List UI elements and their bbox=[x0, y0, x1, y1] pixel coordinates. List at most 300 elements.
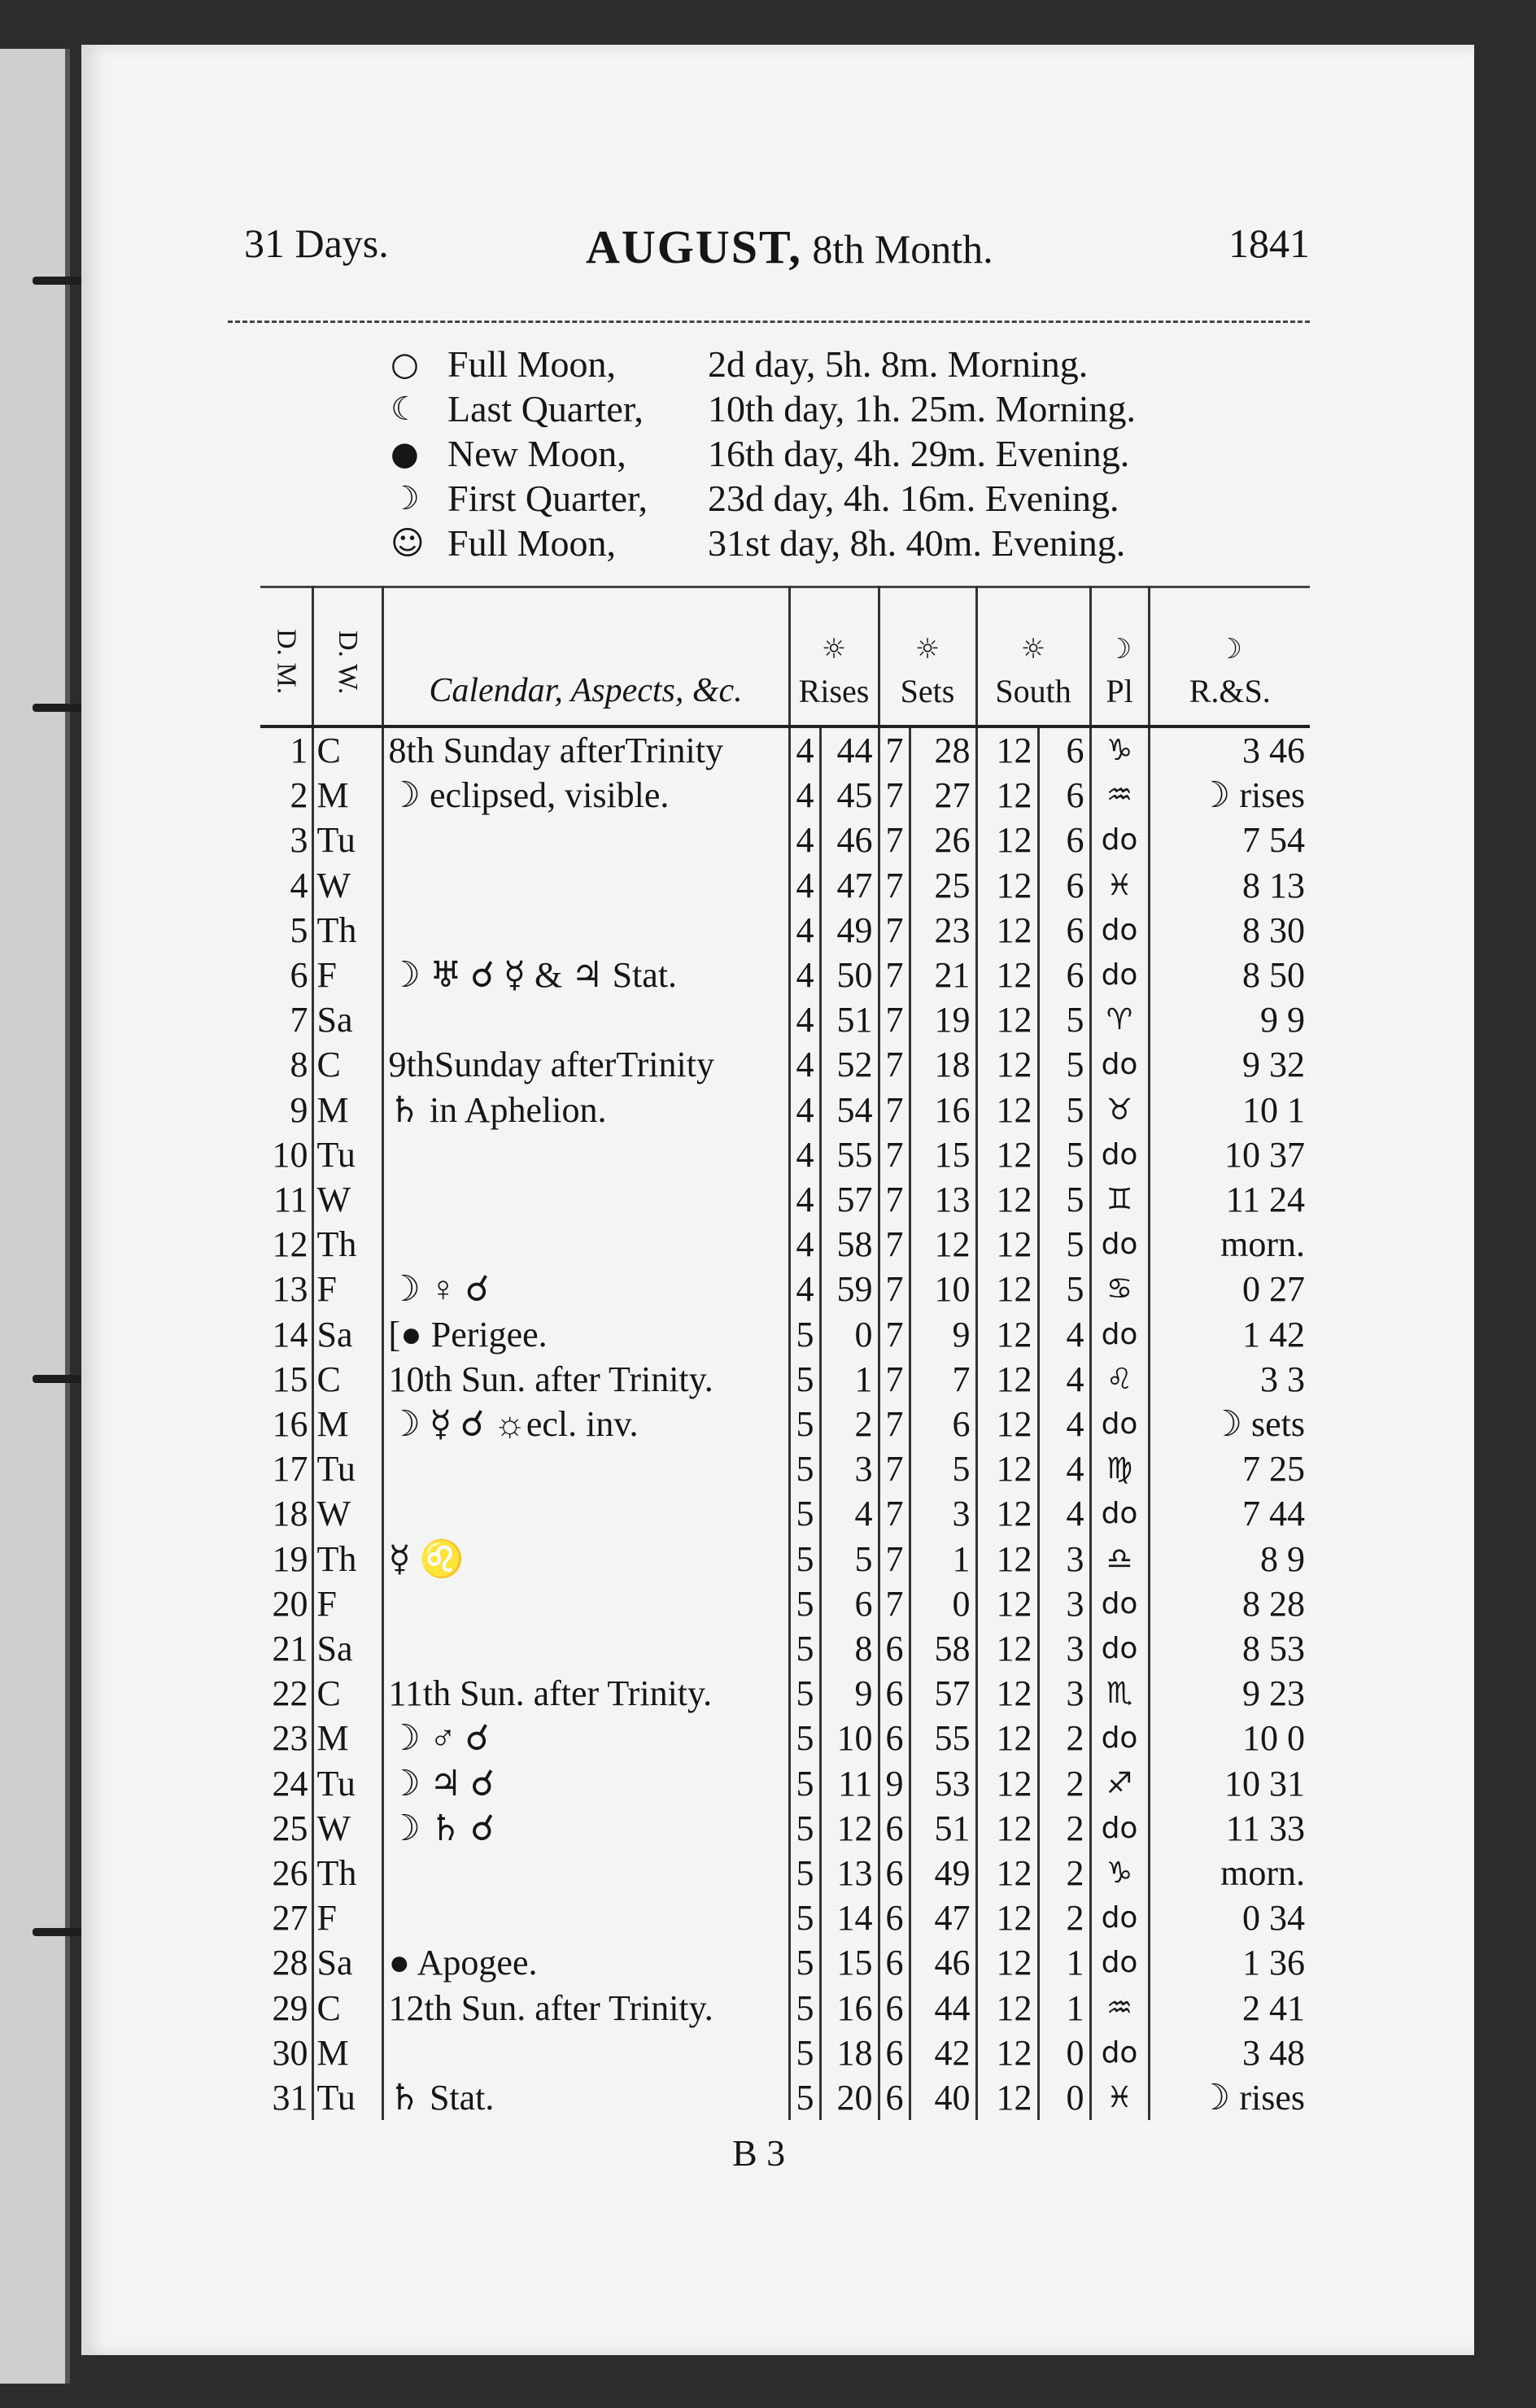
sunrise-minute: 8 bbox=[820, 1626, 879, 1671]
day-of-month: 31 bbox=[272, 2078, 308, 2118]
calendar-note bbox=[382, 1581, 789, 1626]
day-of-month: 13 bbox=[272, 1269, 308, 1310]
table-row bbox=[260, 1132, 1310, 1177]
moon-rise-set: 7 54 bbox=[1149, 818, 1310, 862]
calendar-note bbox=[382, 1222, 789, 1267]
south-hour: 12 bbox=[976, 1177, 1038, 1222]
day-of-month: 16 bbox=[272, 1404, 308, 1445]
col-calendar: Calendar, Aspects, &c. bbox=[382, 587, 789, 727]
col-sun-rises: ☼ Rises bbox=[789, 587, 879, 727]
south-hour: 12 bbox=[976, 953, 1038, 997]
day-of-month: 23 bbox=[272, 1718, 308, 1759]
south-minute: 3 bbox=[1038, 1626, 1090, 1671]
sunset-minute: 57 bbox=[910, 1671, 976, 1716]
sunrise-hour: 4 bbox=[789, 1088, 820, 1132]
calendar-note bbox=[382, 2031, 789, 2075]
sunrise-minute: 18 bbox=[820, 2031, 879, 2075]
sunset-hour: 6 bbox=[879, 1626, 910, 1671]
phase-name: New Moon, bbox=[447, 433, 626, 474]
sunrise-hour: 4 bbox=[789, 997, 820, 1042]
moon-rise-set: 8 28 bbox=[1149, 1581, 1310, 1626]
moon-rise-set: 8 13 bbox=[1149, 863, 1310, 908]
day-of-month: 18 bbox=[272, 1494, 308, 1534]
sunset-minute: 27 bbox=[910, 773, 976, 818]
table-row bbox=[260, 1671, 1310, 1716]
day-of-month: 20 bbox=[272, 1583, 308, 1624]
south-hour: 12 bbox=[976, 1132, 1038, 1177]
day-of-week: Sa bbox=[312, 1940, 382, 1985]
table-row bbox=[260, 1761, 1310, 1806]
moon-rise-set: 9 9 bbox=[1149, 997, 1310, 1042]
phase-name: First Quarter, bbox=[447, 478, 648, 519]
day-of-week: Th bbox=[312, 1851, 382, 1895]
day-of-month: 1 bbox=[290, 731, 308, 770]
day-of-week: C bbox=[312, 1671, 382, 1716]
table-row bbox=[260, 726, 1310, 773]
day-of-week: Tu bbox=[312, 818, 382, 862]
calendar-note: ♄ Stat. bbox=[382, 2075, 789, 2120]
sunset-minute: 42 bbox=[910, 2031, 976, 2075]
moon-rise-set: 8 30 bbox=[1149, 908, 1310, 953]
sunset-hour: 6 bbox=[879, 2075, 910, 2120]
calendar-note: 10th Sun. after Trinity. bbox=[382, 1357, 789, 1402]
south-minute: 1 bbox=[1038, 1986, 1090, 2031]
month-title bbox=[586, 220, 993, 274]
moon-place: do bbox=[1090, 1895, 1149, 1940]
sunset-hour: 6 bbox=[879, 1940, 910, 1985]
sunrise-minute: 6 bbox=[820, 1581, 879, 1626]
sunrise-minute: 12 bbox=[820, 1806, 879, 1851]
sunset-minute: 25 bbox=[910, 863, 976, 908]
moon-place: ♓ bbox=[1090, 863, 1149, 908]
calendar-note: ☽ ♃ ☌ bbox=[382, 1761, 789, 1806]
day-of-week: W bbox=[312, 863, 382, 908]
day-of-month: 30 bbox=[272, 2032, 308, 2073]
moon-phase-row bbox=[391, 476, 1294, 521]
sunrise-minute: 15 bbox=[820, 1940, 879, 1985]
south-minute: 6 bbox=[1038, 953, 1090, 997]
moon-icon: ☽ bbox=[1217, 633, 1242, 665]
phase-name: Last Quarter, bbox=[447, 388, 644, 430]
moon-rise-set: 0 34 bbox=[1149, 1895, 1310, 1940]
table-row bbox=[260, 1402, 1310, 1446]
south-hour: 12 bbox=[976, 1222, 1038, 1267]
day-of-week: Th bbox=[312, 908, 382, 953]
south-minute: 4 bbox=[1038, 1357, 1090, 1402]
moon-place: do bbox=[1090, 1626, 1149, 1671]
sunset-minute: 44 bbox=[910, 1986, 976, 2031]
sunset-hour: 7 bbox=[879, 1581, 910, 1626]
day-of-month: 29 bbox=[272, 1987, 308, 2028]
moon-rise-set: 8 53 bbox=[1149, 1626, 1310, 1671]
month-name: AUGUST, bbox=[586, 220, 802, 273]
sunrise-minute: 0 bbox=[820, 1312, 879, 1357]
south-hour: 12 bbox=[976, 2031, 1038, 2075]
calendar-note bbox=[382, 1895, 789, 1940]
moon-rise-set: 9 32 bbox=[1149, 1042, 1310, 1087]
day-of-month: 22 bbox=[272, 1673, 308, 1714]
calendar-note: ☽ ♂ ☌ bbox=[382, 1716, 789, 1760]
sunrise-hour: 5 bbox=[789, 1402, 820, 1446]
table-row bbox=[260, 773, 1310, 818]
phase-name: Full Moon, bbox=[447, 343, 617, 385]
south-minute: 4 bbox=[1038, 1312, 1090, 1357]
day-of-month: 15 bbox=[272, 1359, 308, 1399]
sunset-minute: 7 bbox=[910, 1357, 976, 1402]
south-hour: 12 bbox=[976, 1626, 1038, 1671]
calendar-note bbox=[382, 908, 789, 953]
south-minute: 0 bbox=[1038, 2075, 1090, 2120]
sunrise-hour: 5 bbox=[789, 1940, 820, 1985]
sunset-minute: 23 bbox=[910, 908, 976, 953]
sunrise-hour: 4 bbox=[789, 1222, 820, 1267]
south-minute: 5 bbox=[1038, 1132, 1090, 1177]
sunrise-minute: 11 bbox=[820, 1761, 879, 1806]
page-signature: B 3 bbox=[732, 2132, 786, 2174]
sunrise-minute: 49 bbox=[820, 908, 879, 953]
sunrise-minute: 45 bbox=[820, 773, 879, 818]
sunrise-hour: 4 bbox=[789, 1177, 820, 1222]
moon-place: ♋ bbox=[1090, 1267, 1149, 1311]
sunrise-hour: 5 bbox=[789, 1895, 820, 1940]
moon-place: do bbox=[1090, 953, 1149, 997]
sunrise-hour: 4 bbox=[789, 953, 820, 997]
moon-rise-set: 7 44 bbox=[1149, 1491, 1310, 1536]
calendar-note bbox=[382, 1851, 789, 1895]
moon-place: ♎ bbox=[1090, 1537, 1149, 1581]
south-hour: 12 bbox=[976, 818, 1038, 862]
table-row bbox=[260, 1312, 1310, 1357]
calendar-note: [● Perigee. bbox=[382, 1312, 789, 1357]
calendar-note bbox=[382, 818, 789, 862]
south-hour: 12 bbox=[976, 1895, 1038, 1940]
moon-rise-set: morn. bbox=[1149, 1851, 1310, 1895]
moon-rise-set: 10 37 bbox=[1149, 1132, 1310, 1177]
calendar-note bbox=[382, 1446, 789, 1491]
moon-phase-row bbox=[391, 386, 1294, 431]
sunset-minute: 5 bbox=[910, 1446, 976, 1491]
day-of-week: M bbox=[312, 1402, 382, 1446]
moon-rise-set: morn. bbox=[1149, 1222, 1310, 1267]
col-sun-sets: ☼ Sets bbox=[879, 587, 976, 727]
day-of-month: 2 bbox=[290, 775, 308, 816]
sunset-hour: 7 bbox=[879, 773, 910, 818]
day-of-month: 11 bbox=[273, 1180, 308, 1220]
day-of-month: 27 bbox=[272, 1898, 308, 1939]
sun-icon: ☼ bbox=[1020, 633, 1046, 665]
moon-place: ♑ bbox=[1090, 1851, 1149, 1895]
south-minute: 4 bbox=[1038, 1491, 1090, 1536]
moon-rise-set: 8 50 bbox=[1149, 953, 1310, 997]
sunset-hour: 7 bbox=[879, 997, 910, 1042]
sunrise-hour: 5 bbox=[789, 1357, 820, 1402]
calendar-note bbox=[382, 997, 789, 1042]
calendar-note: ♄ in Aphelion. bbox=[382, 1088, 789, 1132]
sunrise-minute: 1 bbox=[820, 1357, 879, 1402]
south-minute: 5 bbox=[1038, 1177, 1090, 1222]
south-hour: 12 bbox=[976, 1581, 1038, 1626]
day-of-month: 28 bbox=[272, 1943, 308, 1983]
sunrise-minute: 20 bbox=[820, 2075, 879, 2120]
table-header-row bbox=[260, 587, 1310, 727]
sunrise-hour: 4 bbox=[789, 1042, 820, 1087]
day-of-week: Tu bbox=[312, 1446, 382, 1491]
sunset-minute: 26 bbox=[910, 818, 976, 862]
moon-place: do bbox=[1090, 908, 1149, 953]
sunrise-hour: 4 bbox=[789, 773, 820, 818]
table-row bbox=[260, 863, 1310, 908]
south-hour: 12 bbox=[976, 997, 1038, 1042]
south-hour: 12 bbox=[976, 2075, 1038, 2120]
first-quarter-icon: ☽ bbox=[391, 479, 420, 517]
sunrise-minute: 59 bbox=[820, 1267, 879, 1311]
south-hour: 12 bbox=[976, 1671, 1038, 1716]
sunrise-hour: 4 bbox=[789, 1267, 820, 1311]
table-row bbox=[260, 1716, 1310, 1760]
south-hour: 12 bbox=[976, 1491, 1038, 1536]
south-minute: 5 bbox=[1038, 1222, 1090, 1267]
south-minute: 5 bbox=[1038, 997, 1090, 1042]
moon-rise-set: 3 3 bbox=[1149, 1357, 1310, 1402]
sunrise-hour: 4 bbox=[789, 818, 820, 862]
sunset-minute: 0 bbox=[910, 1581, 976, 1626]
phase-time: 2d day, 5h. 8m. Morning. bbox=[708, 343, 1089, 385]
sunrise-minute: 54 bbox=[820, 1088, 879, 1132]
table-row bbox=[260, 1940, 1310, 1985]
south-hour: 12 bbox=[976, 1851, 1038, 1895]
south-hour: 12 bbox=[976, 773, 1038, 818]
sunrise-minute: 13 bbox=[820, 1851, 879, 1895]
sunrise-minute: 9 bbox=[820, 1671, 879, 1716]
sunset-hour: 6 bbox=[879, 1895, 910, 1940]
south-hour: 12 bbox=[976, 726, 1038, 773]
moon-place: ♒ bbox=[1090, 1986, 1149, 2031]
sunset-hour: 7 bbox=[879, 818, 910, 862]
sunrise-minute: 51 bbox=[820, 997, 879, 1042]
col-day-of-week: D. W. bbox=[312, 587, 382, 727]
moon-place: ♐ bbox=[1090, 1761, 1149, 1806]
south-minute: 4 bbox=[1038, 1402, 1090, 1446]
table-row bbox=[260, 2075, 1310, 2120]
south-minute: 6 bbox=[1038, 726, 1090, 773]
day-of-week: M bbox=[312, 1088, 382, 1132]
moon-place: ♉ bbox=[1090, 1088, 1149, 1132]
day-of-month: 21 bbox=[272, 1629, 308, 1669]
south-hour: 12 bbox=[976, 1267, 1038, 1311]
day-of-week: Tu bbox=[312, 2075, 382, 2120]
south-minute: 2 bbox=[1038, 1895, 1090, 1940]
day-of-month: 24 bbox=[272, 1763, 308, 1804]
day-of-month: 6 bbox=[290, 955, 308, 996]
moon-rise-set: 3 46 bbox=[1149, 726, 1310, 773]
sunset-minute: 28 bbox=[910, 726, 976, 773]
sunrise-minute: 50 bbox=[820, 953, 879, 997]
south-minute: 2 bbox=[1038, 1806, 1090, 1851]
south-minute: 3 bbox=[1038, 1581, 1090, 1626]
sunset-hour: 7 bbox=[879, 1537, 910, 1581]
sunset-hour: 7 bbox=[879, 1222, 910, 1267]
day-of-week: C bbox=[312, 1986, 382, 2031]
sunrise-minute: 52 bbox=[820, 1042, 879, 1087]
sunrise-hour: 5 bbox=[789, 1626, 820, 1671]
sunrise-minute: 10 bbox=[820, 1716, 879, 1760]
sunset-minute: 55 bbox=[910, 1716, 976, 1760]
phase-name: Full Moon, bbox=[447, 522, 617, 564]
sunset-minute: 51 bbox=[910, 1806, 976, 1851]
south-minute: 5 bbox=[1038, 1088, 1090, 1132]
sunrise-hour: 4 bbox=[789, 908, 820, 953]
south-hour: 12 bbox=[976, 1716, 1038, 1760]
south-hour: 12 bbox=[976, 1357, 1038, 1402]
moon-place: do bbox=[1090, 1491, 1149, 1536]
sunset-hour: 6 bbox=[879, 1671, 910, 1716]
day-of-week: F bbox=[312, 1267, 382, 1311]
moon-rise-set: 10 31 bbox=[1149, 1761, 1310, 1806]
new-moon-icon: ● bbox=[391, 434, 419, 473]
phase-time: 16th day, 4h. 29m. Evening. bbox=[708, 433, 1130, 474]
moon-rise-set: ☽ rises bbox=[1149, 773, 1310, 818]
day-of-week: Sa bbox=[312, 1626, 382, 1671]
moon-place: do bbox=[1090, 1402, 1149, 1446]
south-minute: 2 bbox=[1038, 1716, 1090, 1760]
sunset-minute: 47 bbox=[910, 1895, 976, 1940]
south-minute: 3 bbox=[1038, 1671, 1090, 1716]
moon-phases bbox=[391, 342, 1294, 565]
sunset-minute: 58 bbox=[910, 1626, 976, 1671]
year: 1841 bbox=[1228, 220, 1310, 266]
sunset-minute: 18 bbox=[910, 1042, 976, 1087]
moon-place: do bbox=[1090, 1312, 1149, 1357]
sunset-hour: 6 bbox=[879, 1851, 910, 1895]
sunrise-hour: 5 bbox=[789, 2075, 820, 2120]
south-hour: 12 bbox=[976, 1312, 1038, 1357]
calendar-note bbox=[382, 1132, 789, 1177]
moon-rise-set: 10 1 bbox=[1149, 1088, 1310, 1132]
sunset-minute: 6 bbox=[910, 1402, 976, 1446]
sunrise-minute: 14 bbox=[820, 1895, 879, 1940]
calendar-note: 12th Sun. after Trinity. bbox=[382, 1986, 789, 2031]
sunrise-minute: 4 bbox=[820, 1491, 879, 1536]
sunset-hour: 7 bbox=[879, 1088, 910, 1132]
south-hour: 12 bbox=[976, 1088, 1038, 1132]
day-of-week: Th bbox=[312, 1537, 382, 1581]
south-minute: 3 bbox=[1038, 1537, 1090, 1581]
sunset-minute: 46 bbox=[910, 1940, 976, 1985]
day-of-week: M bbox=[312, 1716, 382, 1760]
sunrise-hour: 4 bbox=[789, 726, 820, 773]
sunrise-minute: 3 bbox=[820, 1446, 879, 1491]
moon-place: ♒ bbox=[1090, 773, 1149, 818]
moon-rise-set: 9 23 bbox=[1149, 1671, 1310, 1716]
col-day-of-month: D. M. bbox=[260, 587, 312, 727]
sunrise-hour: 5 bbox=[789, 1761, 820, 1806]
moon-rise-set: ☽ rises bbox=[1149, 2075, 1310, 2120]
day-of-month: 9 bbox=[290, 1089, 308, 1130]
day-of-month: 4 bbox=[290, 865, 308, 905]
sun-icon: ☼ bbox=[914, 633, 940, 665]
sunrise-hour: 4 bbox=[789, 1132, 820, 1177]
moon-rise-set: 10 0 bbox=[1149, 1716, 1310, 1760]
sunset-minute: 13 bbox=[910, 1177, 976, 1222]
days-count: 31 Days. bbox=[244, 220, 389, 266]
day-of-month: 25 bbox=[272, 1808, 308, 1848]
sunrise-minute: 46 bbox=[820, 818, 879, 862]
sunrise-minute: 16 bbox=[820, 1986, 879, 2031]
sunset-minute: 49 bbox=[910, 1851, 976, 1895]
sunrise-hour: 5 bbox=[789, 1671, 820, 1716]
sunset-minute: 15 bbox=[910, 1132, 976, 1177]
sunset-hour: 7 bbox=[879, 1132, 910, 1177]
table-row bbox=[260, 1088, 1310, 1132]
south-hour: 12 bbox=[976, 1042, 1038, 1087]
table-row bbox=[260, 1895, 1310, 1940]
col-sun-south: ☼ South bbox=[976, 587, 1090, 727]
sun-icon: ☼ bbox=[821, 633, 847, 665]
south-hour: 12 bbox=[976, 1806, 1038, 1851]
moon-phase-row bbox=[391, 431, 1294, 476]
day-of-month: 3 bbox=[290, 820, 308, 861]
sunset-hour: 7 bbox=[879, 953, 910, 997]
calendar-note: ☽ ☿ ☌ ☼ecl. inv. bbox=[382, 1402, 789, 1446]
south-minute: 0 bbox=[1038, 2031, 1090, 2075]
day-of-month: 7 bbox=[290, 1000, 308, 1040]
moon-place: ♓ bbox=[1090, 2075, 1149, 2120]
sunset-minute: 53 bbox=[910, 1761, 976, 1806]
left-page-edge bbox=[0, 49, 70, 2384]
sunrise-hour: 5 bbox=[789, 1312, 820, 1357]
col-moon-place: ☽ Pl bbox=[1090, 587, 1149, 727]
sunrise-hour: 5 bbox=[789, 1986, 820, 2031]
sunrise-minute: 5 bbox=[820, 1537, 879, 1581]
moon-rise-set: 1 42 bbox=[1149, 1312, 1310, 1357]
phase-time: 10th day, 1h. 25m. Morning. bbox=[708, 388, 1136, 430]
sunrise-hour: 4 bbox=[789, 863, 820, 908]
day-of-week: C bbox=[312, 1357, 382, 1402]
sunset-hour: 7 bbox=[879, 908, 910, 953]
day-of-month: 10 bbox=[272, 1134, 308, 1175]
calendar-note: 9thSunday afterTrinity bbox=[382, 1042, 789, 1087]
moon-rise-set: 3 48 bbox=[1149, 2031, 1310, 2075]
sunrise-hour: 5 bbox=[789, 2031, 820, 2075]
day-of-week: W bbox=[312, 1491, 382, 1536]
south-hour: 12 bbox=[976, 863, 1038, 908]
sunset-minute: 40 bbox=[910, 2075, 976, 2120]
table-row bbox=[260, 1491, 1310, 1536]
sunset-hour: 7 bbox=[879, 1491, 910, 1536]
sunset-minute: 21 bbox=[910, 953, 976, 997]
table-row bbox=[260, 1806, 1310, 1851]
table-row bbox=[260, 2031, 1310, 2075]
month-number: 8th Month. bbox=[812, 226, 993, 272]
sunset-minute: 1 bbox=[910, 1537, 976, 1581]
day-of-month: 12 bbox=[272, 1224, 308, 1265]
moon-place: ♍ bbox=[1090, 1446, 1149, 1491]
moon-icon: ☽ bbox=[1106, 633, 1132, 665]
south-minute: 6 bbox=[1038, 773, 1090, 818]
south-hour: 12 bbox=[976, 908, 1038, 953]
calendar-note bbox=[382, 1491, 789, 1536]
last-quarter-icon: ☾ bbox=[391, 390, 420, 428]
calendar-note: ☿ ♌ bbox=[382, 1537, 789, 1581]
moon-place: do bbox=[1090, 818, 1149, 862]
sunrise-hour: 5 bbox=[789, 1851, 820, 1895]
moon-rise-set: 1 36 bbox=[1149, 1940, 1310, 1985]
south-hour: 12 bbox=[976, 1402, 1038, 1446]
day-of-week: F bbox=[312, 953, 382, 997]
day-of-month: 14 bbox=[272, 1314, 308, 1354]
south-minute: 6 bbox=[1038, 908, 1090, 953]
day-of-week: C bbox=[312, 1042, 382, 1087]
